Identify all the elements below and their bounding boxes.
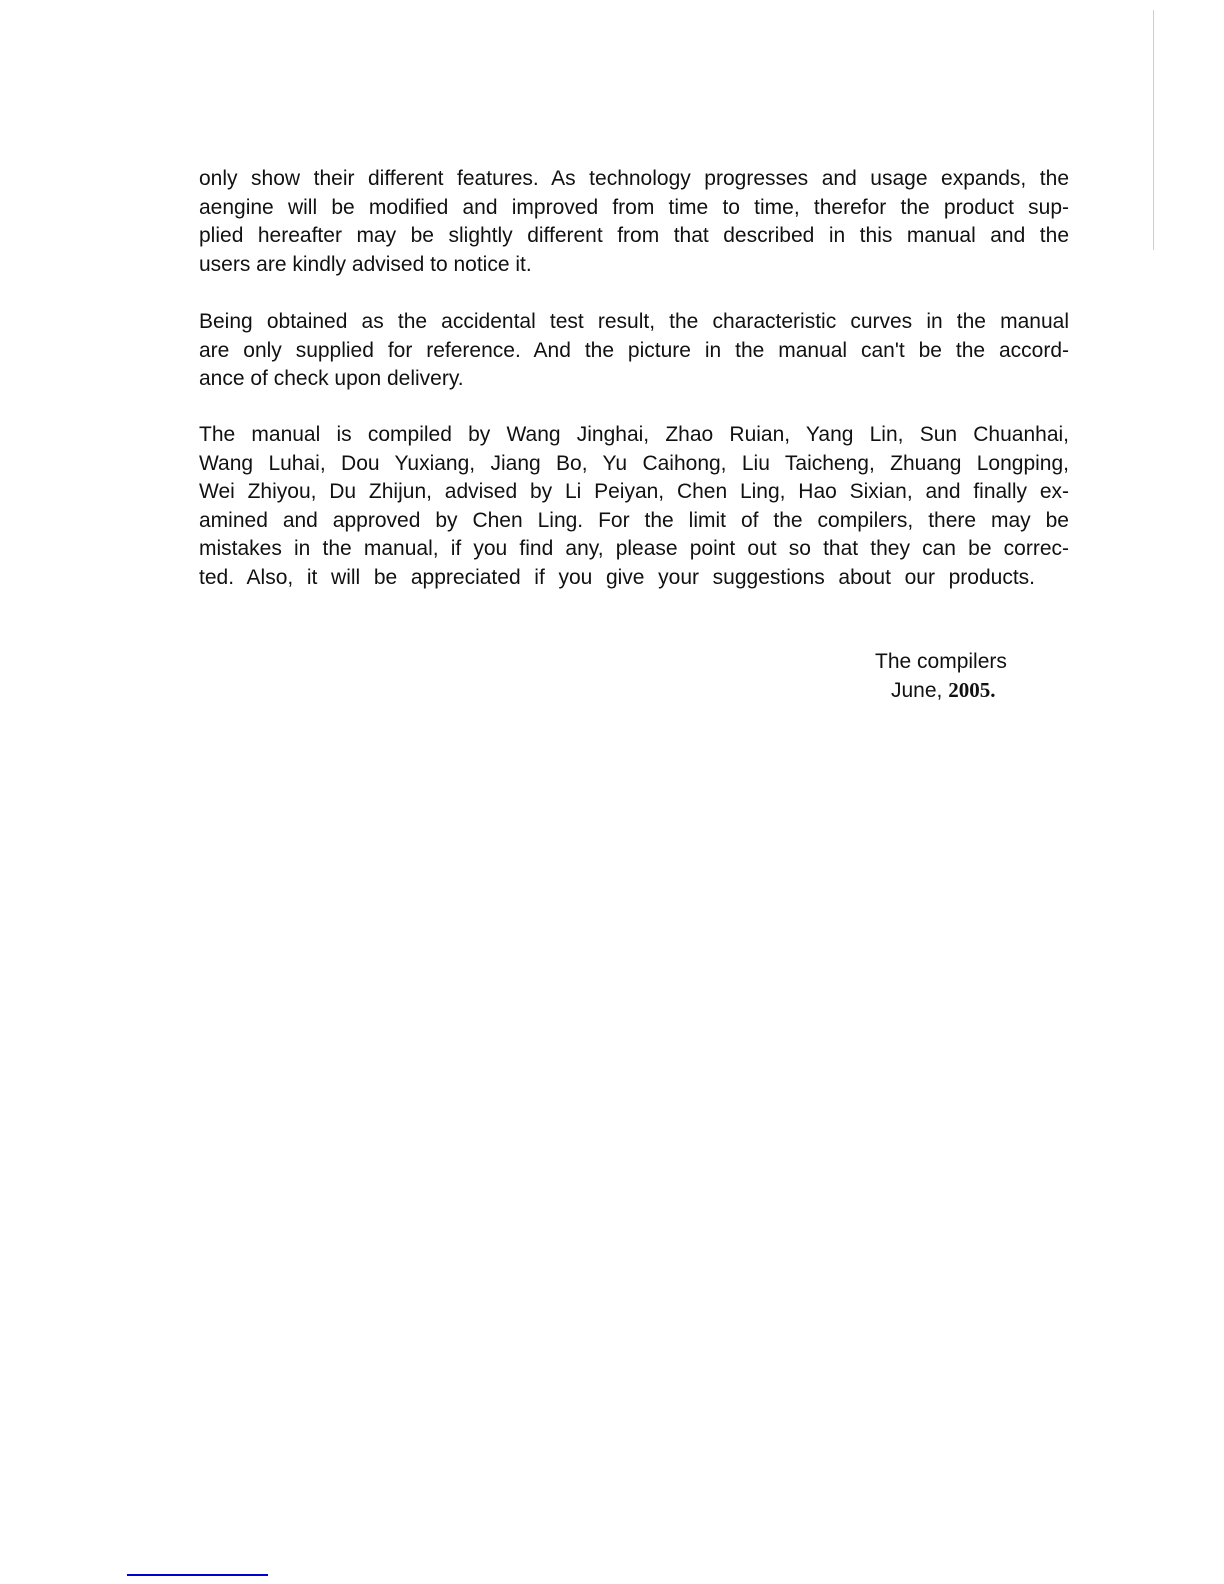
text-line: ance of check upon delivery. [199, 367, 464, 391]
paragraph-product-changes [199, 165, 1069, 279]
text-line: Wang Luhai, Dou Yuxiang, Jiang Bo, Yu Caihong, Liu Taicheng, Zhuang Longping, [199, 451, 1069, 475]
signature-year: 2005. [948, 678, 996, 702]
text-line: Being obtained as the accidental test result, the characteristic curves in the manual [199, 310, 1069, 333]
footnote-rule [127, 1574, 268, 1576]
text-line: mistakes in the manual, if you find any, please point out so that they can be correc- [199, 537, 1069, 561]
signature-date [875, 676, 1007, 705]
paragraph-curves-disclaimer [199, 308, 1069, 394]
text-line: amined and approved by Chen Ling. For the limit of the compilers, there may be [199, 508, 1069, 532]
signature-month: June, [891, 679, 943, 702]
scan-edge [1153, 10, 1154, 250]
text-line: ted. Also, it will be appreciated if you give your suggestions about our products. [199, 565, 1035, 589]
signature-block [875, 647, 1007, 705]
text-line: aengine will be modified and improved from time to time, therefor the product sup- [199, 195, 1069, 219]
paragraph-compilers [199, 421, 1069, 593]
text-line: Wei Zhiyou, Du Zhijun, advised by Li Peiyan, Chen Ling, Hao Sixian, and finally ex- [199, 480, 1069, 504]
text-line: users are kindly advised to notice it. [199, 252, 532, 276]
text-line: only show their different features. As technology progresses and usage expands, the [199, 167, 1069, 190]
text-line: plied hereafter may be slightly different from that described in this manual and the [199, 224, 1069, 248]
signature-author: The compilers [875, 650, 1007, 673]
text-line: The manual is compiled by Wang Jinghai, Zhao Ruian, Yang Lin, Sun Chuanhai, [199, 423, 1069, 446]
text-line: are only supplied for reference. And the picture in the manual can't be the accord- [199, 338, 1069, 362]
